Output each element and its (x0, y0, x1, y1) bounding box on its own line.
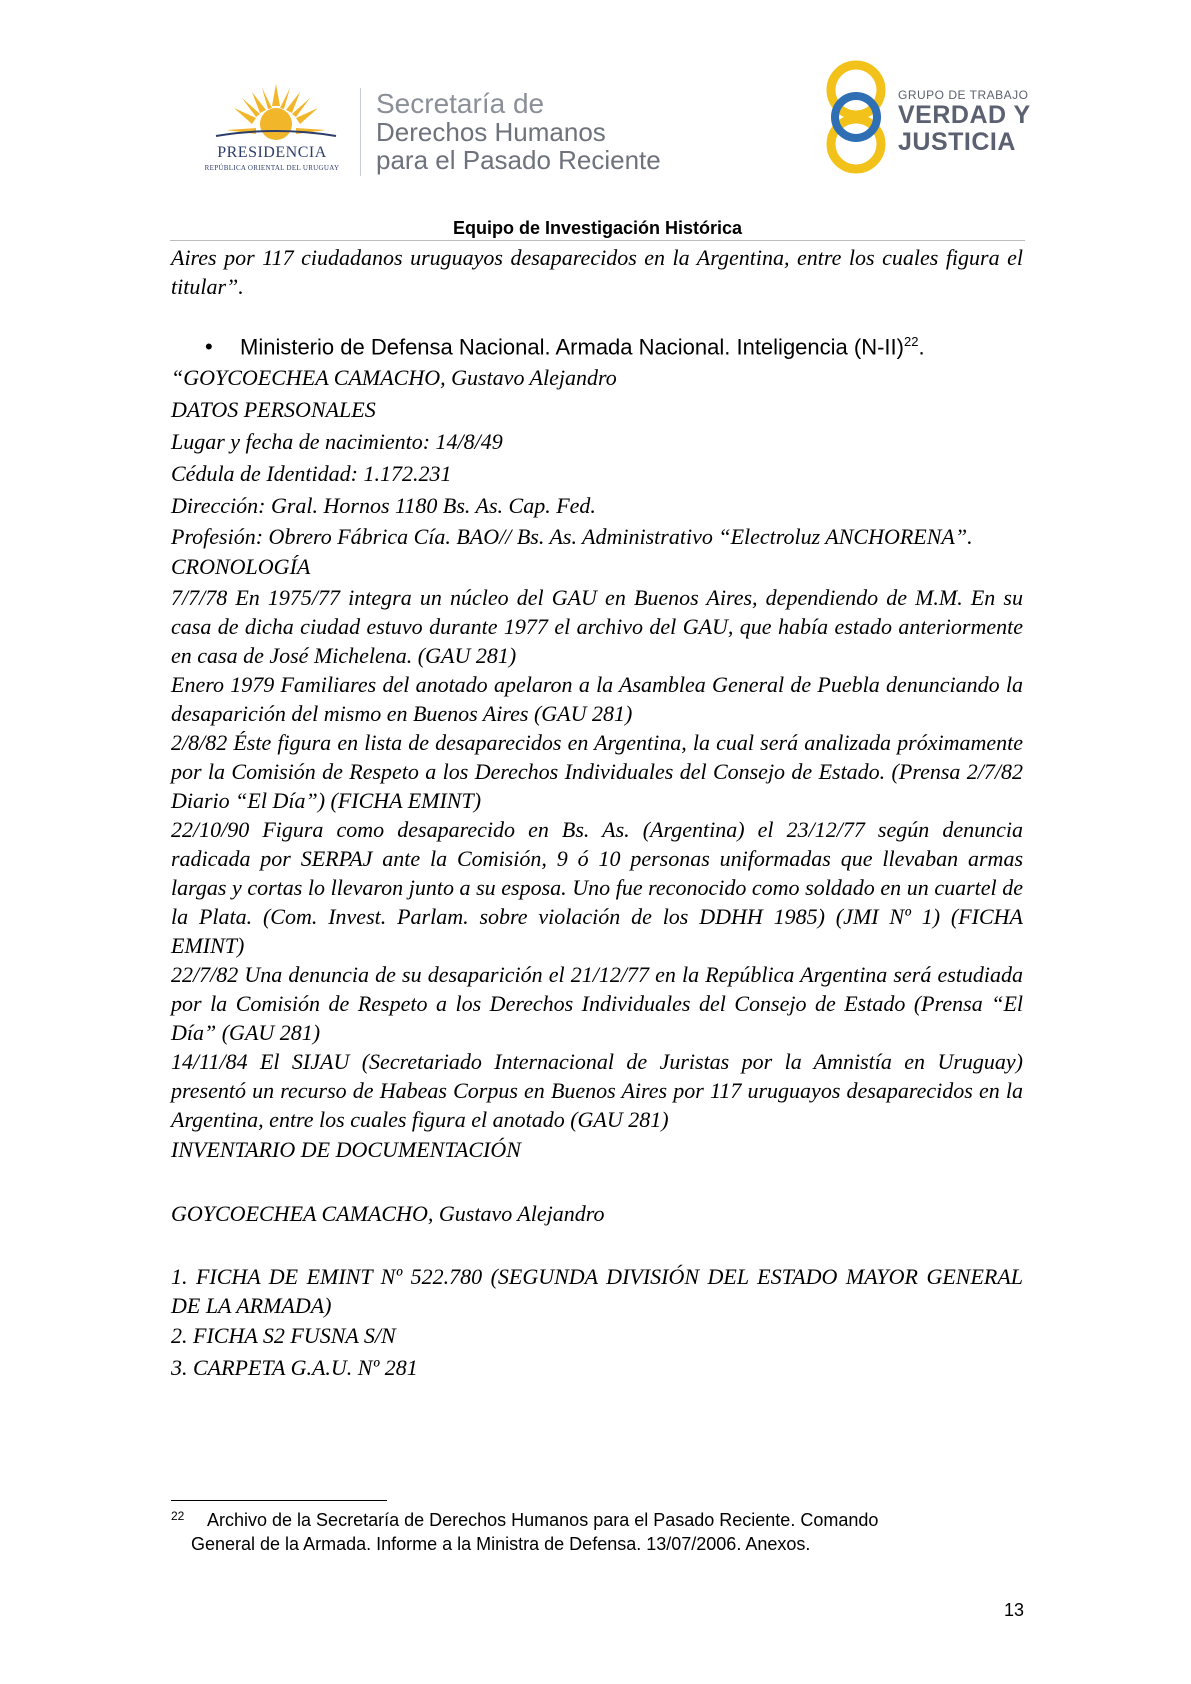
footnote-line-1: Archivo de la Secretaría de Derechos Humanos para el Pasado Reciente. Comando (207, 1510, 879, 1530)
inventario-name: GOYCOECHEA CAMACHO, Gustavo Alejandro (171, 1201, 605, 1227)
bullet-end: . (918, 334, 925, 360)
gtvj-small-label: GRUPO DE TRABAJO (898, 88, 1029, 102)
record-name: “GOYCOECHEA CAMACHO, Gustavo Alejandro (171, 365, 617, 391)
inventario-item: 3. CARPETA G.A.U. Nº 281 (171, 1355, 418, 1381)
profession: Profesión: Obrero Fábrica Cía. BAO// Bs. As. Administrativo “Electroluz ANCHORENA”. (171, 524, 973, 550)
gtvj-big-label-1: VERDAD Y (898, 101, 1031, 129)
cronologia-heading: CRONOLOGÍA (171, 554, 311, 580)
footnote-line-2: General de la Armada. Informe a la Ministra de Defensa. 13/07/2006. Anexos. (191, 1534, 811, 1554)
cronologia-entry: 2/8/82 Éste figura en lista de desaparecidos en Argentina, la cual será analizada próximamente por la Comisión de Respeto a los Derechos Individuales del Consejo de Estado. (Prensa 2/7/82 Diario “El Día”) (FICHA EMINT) (171, 730, 1023, 814)
footnote (171, 1508, 1027, 1556)
cronologia-entry: 7/7/78 En 1975/77 integra un núcleo del GAU en Buenos Aires, dependiendo de M.M. En su casa de dicha ciudad estuvo durante 1977 el archivo del GAU, que había estado anteriormente en casa de José Michelena. (GAU 281) (171, 585, 1023, 669)
address: Dirección: Gral. Hornos 1180 Bs. As. Cap. Fed. (171, 493, 596, 519)
secretaria-line-1: Secretaría de (376, 88, 545, 119)
header-rule (170, 240, 1025, 241)
id-card: Cédula de Identidad: 1.172.231 (171, 461, 452, 487)
cronologia-entry: 14/11/84 El SIJAU (Secretariado Internacional de Juristas por la Amnistía en Uruguay) presentó un recurso de Habeas Corpus en Buenos Aires por 117 uruguayos desaparecidos en la Argentina, entre los cuales figura el anotado (GAU 281) (171, 1049, 1023, 1133)
intro-paragraph: Aires por 117 ciudadanos uruguayos desaparecidos en la Argentina, entre los cuales figura el titular”. (171, 245, 1023, 299)
spacer (171, 1166, 1023, 1198)
footnote-mark: 22 (171, 1509, 185, 1523)
birth-info: Lugar y fecha de nacimiento: 14/8/49 (171, 429, 503, 455)
inventario-item: 2. FICHA S2 FUSNA S/N (171, 1323, 396, 1349)
inventario-heading: INVENTARIO DE DOCUMENTACIÓN (171, 1137, 521, 1163)
cronologia-entry: 22/7/82 Una denuncia de su desaparición el 21/12/77 en la República Argentina será estudiada por la Comisión de Respeto a los Derechos Individuales del Consejo de Estado (Prensa “El Día” (GAU 281) (171, 962, 1023, 1046)
inventario-item: 1. FICHA DE EMINT Nº 522.780 (SEGUNDA DIVISIÓN DEL ESTADO MAYOR GENERAL DE LA ARMADA) (171, 1264, 1023, 1319)
team-title: Equipo de Investigación Histórica (452, 218, 743, 238)
secretaria-line-3: para el Pasado Reciente (376, 145, 661, 175)
cronologia-entry: Enero 1979 Familiares del anotado apelaron a la Asamblea General de Puebla denunciando la desaparición del mismo en Buenos Aires (GAU 281) (171, 672, 1023, 727)
document-body (171, 243, 1023, 1384)
bullet-text: Ministerio de Defensa Nacional. Armada Nacional. Inteligencia (N-II) (240, 334, 904, 360)
datos-personales-heading: DATOS PERSONALES (171, 397, 376, 423)
presidencia-name: PRESIDENCIA (217, 144, 327, 161)
spacer (171, 1230, 1023, 1262)
presidencia-subtitle: REPÚBLICA ORIENTAL DEL URUGUAY (204, 164, 340, 172)
page-number: 13 (1004, 1600, 1025, 1620)
verdad-justicia-wordmark (898, 88, 1031, 156)
gtvj-big-label-2: JUSTICIA (898, 128, 1016, 156)
footnote-reference[interactable]: 22 (903, 334, 919, 349)
footnote-rule (171, 1500, 387, 1501)
secretaria-line-2: Derechos Humanos (376, 117, 606, 147)
verdad-justicia-rings-icon (820, 58, 892, 178)
footnote-text (171, 1508, 1027, 1556)
cronologia-entry: 22/10/90 Figura como desaparecido en Bs. As. (Argentina) el 23/12/77 según denuncia radicada por SERPAJ ante la Comisión, 9 ó 10 personas uniformadas que llevaban armas largas y cortas lo llevaron junto a su esposa. Uno fue reconocido como soldado en un cuartel de la Plata. (Com. Invest. Parlam. sobre violación de los DDHH 1985) (JMI Nº 1) (FICHA EMINT) (171, 817, 1023, 959)
secretaria-title (376, 90, 661, 174)
source-bullet (171, 327, 1023, 362)
header-divider (360, 88, 361, 176)
bullet-icon: • (205, 334, 213, 360)
